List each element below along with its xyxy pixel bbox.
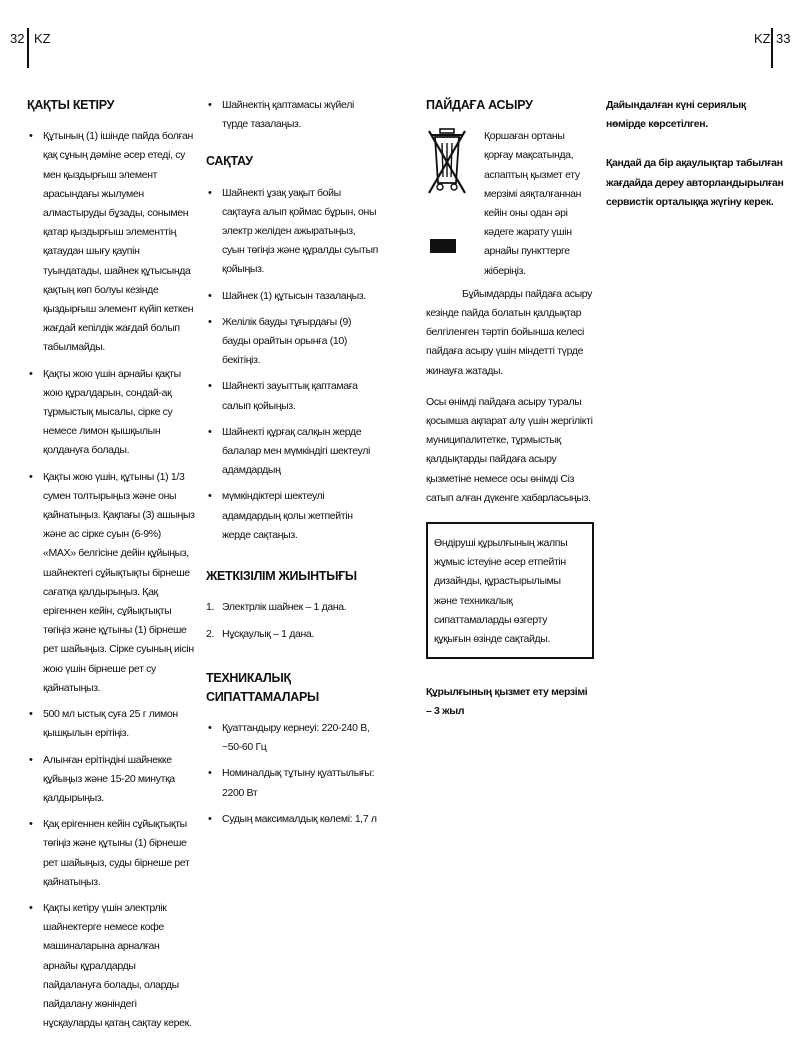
list-item: • Қақты жою үшін, құтыны (1) 1/3 сумен толтырыңыз және оны қайнатыңыз. Қақпағы (3) ашыңыз және ас сірке суын (6-9%) «MAX» белгісіне дейін құйыңыз, шайнектегі сұйықтықты бірнеше сағатқа қалдырыңыз. Қақ ерігеннен кейін, сұйықтықты төгіңіз және құтыны (1) бірнеше рет шайыңыз. Сірке суының иісін жою үшін бірнеше рет су қайнатыңыз.: [27, 468, 195, 698]
storage-title: САҚТАУ: [206, 154, 253, 169]
recycling-paragraph-3: Осы өнімді пайдаға асыру туралы қосымша ақпарат алу үшін жергілікті муниципалитетке, тұрмыстық қалдықтарды пайдаға асыру қызметіне немесе осы өнімді Сіз сатып алған дүкенге хабарласыңыз.: [426, 395, 593, 504]
specs-list: [206, 719, 378, 829]
list-item: • Желілік бауды тұғырдағы (9) бауды орайтын орынға (10) бекітіңіз.: [206, 313, 378, 371]
left-page-divider: [27, 28, 29, 68]
service-life-text: Құрылғының қызмет ету мерзімі – 3 жыл: [426, 686, 588, 718]
recycling-block: [426, 127, 594, 381]
crossed-bin-icon: [426, 127, 468, 201]
list-item: • Шайнекті зауыттық қаптамаға салып қойыңыз.: [206, 377, 378, 415]
storage-list: [206, 184, 378, 545]
list-item: • 500 мл ыстық суға 25 г лимон қышқылын ерітіңіз.: [27, 705, 195, 743]
recycling-title: ПАЙДАҒА АСЫРУ: [426, 98, 533, 112]
list-item: 2. Нұсқаулық – 1 дана.: [206, 628, 314, 641]
right-page-number: 33: [776, 31, 791, 46]
right-page-divider: [771, 28, 773, 68]
column-storage: [206, 96, 378, 836]
left-page-number: 32: [10, 31, 25, 46]
list-item: • Шайнекті ұзақ уақыт бойы сақтауға алып қоймас бұрын, оны электр желіден ажыратыңыз, суын төгіңіз және құралды суытып қойыңыз.: [206, 184, 378, 280]
right-lang-label: KZ: [754, 31, 771, 46]
weee-bar-icon: [430, 239, 456, 253]
list-item: • Алынған ерітіндіні шайнекке құйыңыз және 15-20 минутқа қалдырыңыз.: [27, 751, 195, 809]
left-lang-label: KZ: [34, 31, 51, 46]
recycling-paragraph-1: Қоршаған ортаны қорғау мақсатында, аспаптың қызмет ету мерзімі аяқталғаннан кейін оны одан әрі кәдеге жарату үшін арнайы пункттерге жіберіңіз.: [484, 130, 582, 277]
descaling-list: [27, 127, 195, 1033]
specs-title: ТЕХНИКАЛЫҚ СИПАТТАМАЛАРЫ: [206, 670, 319, 704]
manufacturer-notice: Өндіруші құрылғының жалпы жұмыс істеуіне әсер етпейтін дизайнды, құрастырылымы және техникалық сипаттамаларды өзгерту құқығын өзінде сақтайды.: [426, 522, 594, 659]
column-descaling: [27, 96, 195, 1040]
recycling-paragraph-2: Бұйымдарды пайдаға асыру кезінде пайда болатын қалдықтар белгіленген тәртіп бойынша келесі пайдаға асыру үшін міндетті түрде жинауға жатады.: [426, 287, 593, 377]
list-item: • Қақ ерігеннен кейін сұйықтықты төгіңіз және құтыны (1) бірнеше рет шайыңыз, суды бірнеше рет қайнатыңыз.: [27, 815, 195, 892]
list-item: • Қақты кетіру үшін электрлік шайнектерге немесе кофе машиналарына арналған арнайы құралдарды пайдалануға болады, оларды пайдалану жөніндегі нұсқауларды қатаң сақтау керек.: [27, 899, 195, 1033]
list-item: • Қақты жою үшін арнайы қақты жою құралдарын, сондай-ақ тұрмыстық мысалы, сірке су немесе лимон қышқылын қолдануға болады.: [27, 365, 195, 461]
list-item: • Судың максималдық көлемі: 1,7 л: [206, 810, 378, 829]
list-item: • Шайнекті құрғақ салқын жерде балалар мен мүмкіндігі шектеулі адамдардың: [206, 423, 378, 481]
list-item: • Қуаттандыру кернеуі: 220-240 В, ~50-60 Гц: [206, 719, 378, 757]
column-info: [606, 96, 784, 224]
kit-title: ЖЕТКІЗІЛІМ ЖИЫНТЫҒЫ: [206, 569, 357, 584]
cleaning-list: [206, 96, 378, 134]
list-item: 1. Электрлік шайнек – 1 дана.: [206, 601, 347, 614]
list-item: • Номиналдық тұтыну қуаттылығы: 2200 Вт: [206, 764, 378, 802]
list-item: • Шайнектің қаптамасы жүйелі түрде тазалаңыз.: [206, 96, 378, 134]
production-date-text: Дайындалған күні сериялық нөмірде көрсетілген.: [606, 99, 746, 131]
kit-list: [206, 598, 378, 644]
list-item: • мүмкіндіктері шектеулі адамдардың қолы жетпейтін жерде сақтаңыз.: [206, 487, 378, 545]
list-item: • Шайнек (1) құтысын тазалаңыз.: [206, 287, 378, 306]
service-center-text: Қандай да бір ақаулықтар табылған жағдайда дереу авторландырылған сервистік орталыққа жүгіну керек.: [606, 157, 784, 208]
column-recycling: [426, 96, 594, 722]
list-item: • Құтының (1) ішінде пайда болған қақ сұның дәміне әсер етеді, су мен қыздырғыш элемент арасындағы жылумен алмастыруды бұзады, сонымен қатар қыздырғыш элементтің қатаудан шығу қаупін туындатады, шайнек құтысында қақтың көп болуы кезінде қыздырғыш элемент күйіп кеткен жағдай кепілдік жағдай болып табылмайды.: [27, 127, 195, 357]
descaling-title: ҚАҚТЫ КЕТІРУ: [27, 98, 115, 112]
